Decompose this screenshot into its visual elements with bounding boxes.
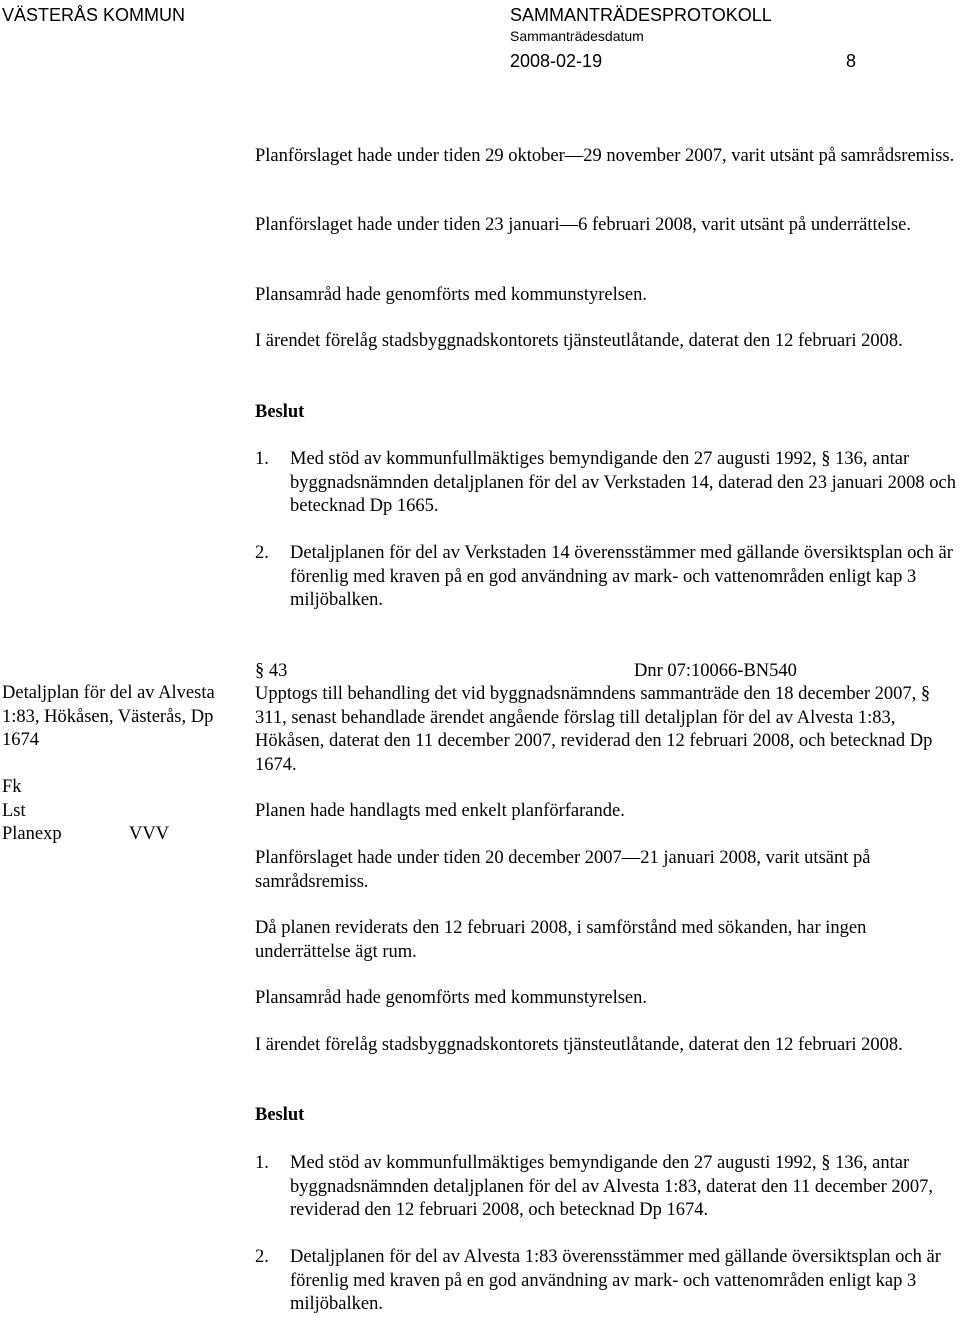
prev-paragraph-2: Planförslaget hade under tiden 23 januari—6 februari 2008, varit utsänt på underrättelse. (255, 215, 912, 235)
item-number: 2. (255, 1247, 269, 1267)
item-number: 1. (255, 449, 269, 469)
section-paragraph-3: Planförslaget hade under tiden 20 december 2007—21 januari 2008, varit utsänt på samrådsremiss. (255, 848, 871, 892)
decision-item-1 (255, 1152, 960, 1224)
prev-paragraph-3: Plansamråd hade genomförts med kommunstyrelsen. (255, 285, 648, 305)
item-text: Detaljplanen för del av Verkstaden 14 överensstämmer med gällande översiktsplan och är förenlig med kraven på en god användning av mark- och vattenområden enligt kap 3 miljöbalken. (290, 543, 953, 610)
prev-decision-item-1 (255, 448, 960, 520)
item-number: 1. (255, 1153, 269, 1173)
decision-item-2 (255, 1246, 960, 1318)
item-number: 2. (255, 543, 269, 563)
section-paragraph-2: Planen hade handlagts med enkelt planförfarande. (255, 801, 625, 821)
section-paragraph-1: Upptogs till behandling det vid byggnadsnämndens sammanträde den 18 december 2007, § 311, senast behandlade ärendet angående förslag till detaljplan för del av Alvesta 1:83, Hökåsen, daterat den 11 december 2007, reviderad den 12 februari 2008, och betecknad Dp 1674. (255, 684, 933, 775)
decision-heading: Beslut (255, 1105, 305, 1125)
paragraph-number: § 43 (255, 661, 288, 681)
registration-number: Dnr 07:10066-BN540 (634, 661, 797, 681)
prev-paragraph-1: Planförslaget hade under tiden 29 oktober—29 november 2007, varit utsänt på samrådsremiss. (255, 146, 955, 166)
distribution-fk: Fk (2, 777, 22, 797)
org-name: VÄSTERÅS KOMMUN (2, 5, 186, 25)
meeting-date: 2008-02-19 (510, 51, 603, 71)
distribution-planexp: Planexp (2, 824, 62, 844)
prev-decision-heading: Beslut (255, 402, 305, 422)
section-paragraph-6: I ärendet förelåg stadsbyggnadskontorets tjänsteutlåtande, daterat den 12 februari 2008. (255, 1035, 903, 1055)
item-text: Med stöd av kommunfullmäktiges bemyndigande den 27 augusti 1992, § 136, antar byggnadsnämnden detaljplanen för del av Verkstaden 14, daterad den 23 januari 2008 och betecknad Dp 1665. (290, 449, 956, 516)
item-text: Detaljplanen för del av Alvesta 1:83 överensstämmer med gällande översiktsplan och är förenlig med kraven på en god användning av mark- och vattenområden enligt kap 3 miljöbalken. (290, 1247, 941, 1314)
section-paragraph-5: Plansamråd hade genomförts med kommunstyrelsen. (255, 988, 648, 1008)
prev-paragraph-4: I ärendet förelåg stadsbyggnadskontorets tjänsteutlåtande, daterat den 12 februari 2008. (255, 331, 903, 351)
page-number: 8 (846, 51, 857, 71)
date-label: Sammanträdesdatum (510, 28, 644, 44)
distribution-lst: Lst (2, 801, 26, 821)
prev-decision-item-2 (255, 542, 960, 614)
distribution-vvv: VVV (129, 824, 170, 844)
document-type: SAMMANTRÄDESPROTOKOLL (510, 5, 772, 25)
section-paragraph-4: Då planen reviderats den 12 februari 2008, i samförstånd med sökanden, har ingen underrättelse ägt rum. (255, 918, 867, 962)
item-text: Med stöd av kommunfullmäktiges bemyndigande den 27 augusti 1992, § 136, antar byggnadsnämnden detaljplanen för del av Alvesta 1:83, daterat den 11 december 2007, reviderad den 12 februari 2008, och betecknad Dp 1674. (290, 1153, 934, 1220)
item-title: Detaljplan för del av Alvesta 1:83, Hökåsen, Västerås, Dp 1674 (2, 683, 215, 750)
